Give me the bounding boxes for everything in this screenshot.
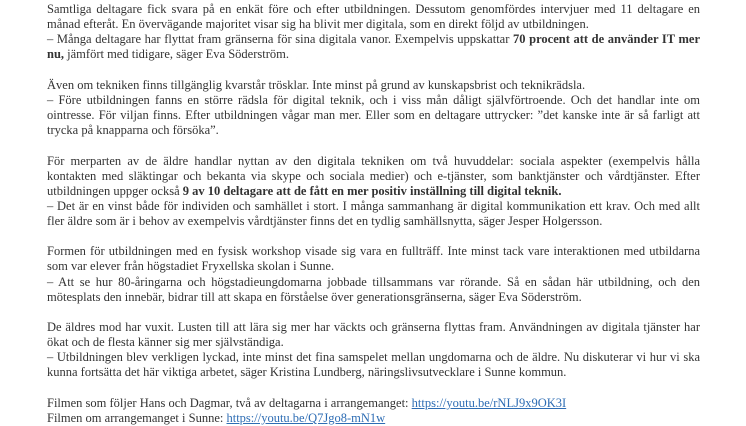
text-run: Samtliga deltagare fick svara på en enkät före och efter utbildningen. Dessutom genomfördes intervjuer med 11 deltagare en månad efteråt. En övervägande majoritet visar sig ha blivit mer digitala, som en direkt följd av utbildningen. xyxy=(47,2,700,32)
text-run: Formen för utbildningen med en fysisk workshop visade sig vara en fullträff. Inte minst tack vare interaktionen med utbildarna som var elever från högstadiet Fryxellska skolan i Sunne. xyxy=(47,244,700,274)
text-run: jämfört med tidigare, säger Eva Söderström. xyxy=(64,47,289,62)
press-release-body xyxy=(47,2,700,426)
paragraph-2 xyxy=(47,78,700,138)
text-run: Även om tekniken finns tillgänglig kvarstår trösklar. Inte minst på grund av kunskapsbrist och teknikrädsla. xyxy=(47,77,586,92)
text-run: De äldres mod har vuxit. Lusten till att lära sig mer har väckts och gränserna flyttas fram. Användningen av digitala tjänster har ökat och de flesta känner sig mer självständiga. xyxy=(47,320,700,350)
bold-highlight: 70 procent att de använder IT mer nu, xyxy=(47,32,700,62)
text-run: – Många deltagare har flyttat fram gränserna för sina digitala vanor. Exempelvis uppskattar xyxy=(47,32,513,47)
paragraph-1 xyxy=(47,2,700,62)
bold-highlight: 9 av 10 deltagare att de fått en mer positiv inställning till digital teknik. xyxy=(182,183,562,198)
text-run: Filmen som följer Hans och Dagmar, två av deltagarna i arrangemanget: xyxy=(47,395,412,410)
text-run: – Före utbildningen fanns en större rädsla för digital teknik, och i viss mån dåligt självförtroende. Och det handlar inte om ointresse. För viljan finns. Efter utbildningen vågar man mer. Eller som en deltagare uttrycker: ”det kanske inte är så farligt att trycka på knapparna och försöka”. xyxy=(47,92,700,138)
youtube-link[interactable]: https://youtu.be/rNLJ9x9OK3I xyxy=(411,395,567,410)
paragraph-4 xyxy=(47,244,700,304)
paragraph-3 xyxy=(47,154,700,229)
youtube-link[interactable]: https://youtu.be/Q7Jgo8-mN1w xyxy=(226,411,386,426)
text-run: – Utbildningen blev verkligen lyckad, inte minst det fina samspelet mellan ungdomarna och de äldre. Nu diskuterar vi hur vi ska kunna fortsätta det här viktiga arbetet, säger Kristina Lundberg, näringslivsutvecklare i Sunne kommun. xyxy=(47,350,700,380)
text-run: – Det är en vinst både för individen och samhället i stort. I många sammanhang är digital kommunikation ett krav. Och med allt fler äldre som är i behov av exempelvis vårdtjänster finns det en tydlig samhällsnytta, säger Jesper Holgersson. xyxy=(47,198,700,228)
text-run: För merparten av de äldre handlar nyttan av den digitala tekniken om två huvuddelar: sociala aspekter (exempelvis hålla kontakten med släktingar och bekanta via skype och sociala medier) och e-tjänster, som banktjänster och vårdtjänster. Efter utbildningen uppger också xyxy=(47,153,700,198)
paragraph-6 xyxy=(47,396,700,426)
text-run: Filmen om arrangemanget i Sunne: xyxy=(47,411,227,426)
text-run: – Att se hur 80-åringarna och högstadieungdomarna jobbade tillsammans var rörande. Så en sådan här utbildning, och den mötesplats den innebär, bidrar till att skapa en förståelse över generationsgränserna, säger Eva Söderström. xyxy=(47,274,700,304)
paragraph-5 xyxy=(47,320,700,380)
